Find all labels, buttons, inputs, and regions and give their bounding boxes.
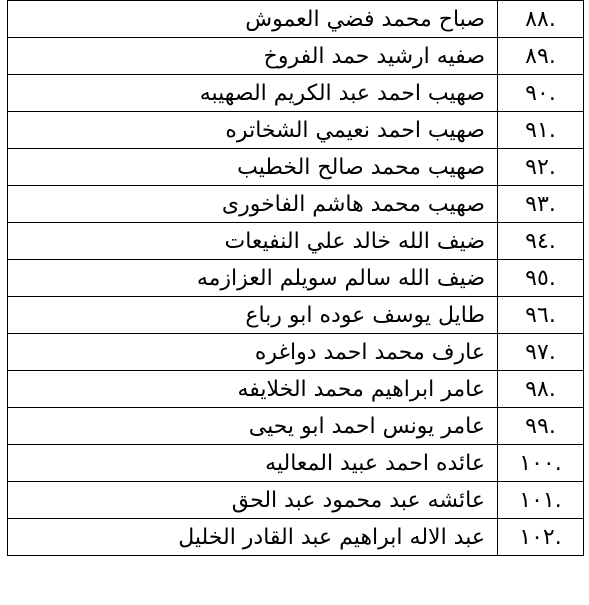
row-number-cell <box>498 371 584 408</box>
row-number: ٩٦. <box>525 302 556 328</box>
row-number-cell <box>498 297 584 334</box>
table-row <box>8 482 584 519</box>
table-row <box>8 75 584 112</box>
row-number-cell <box>498 186 584 223</box>
table-row <box>8 297 584 334</box>
table-row <box>8 371 584 408</box>
table-row <box>8 223 584 260</box>
rows-body <box>8 1 584 556</box>
row-number-cell <box>498 112 584 149</box>
row-name: طايل يوسف عوده ابو رباع <box>8 297 498 334</box>
names-table <box>7 0 584 556</box>
row-name: صهيب محمد صالح الخطيب <box>8 149 498 186</box>
table-row <box>8 334 584 371</box>
row-number-cell <box>498 519 584 556</box>
row-number-cell <box>498 445 584 482</box>
row-name: عارف محمد احمد دواغره <box>8 334 498 371</box>
row-number-cell <box>498 75 584 112</box>
row-number-cell <box>498 223 584 260</box>
row-number: ٩٤. <box>525 228 556 254</box>
table-row <box>8 445 584 482</box>
row-number: ٩٥. <box>525 265 556 291</box>
table-row <box>8 260 584 297</box>
table-row <box>8 186 584 223</box>
row-number-cell <box>498 260 584 297</box>
row-number: ٩٩. <box>525 413 556 439</box>
table-row <box>8 112 584 149</box>
row-number: ٩٠. <box>525 80 556 106</box>
row-number-cell <box>498 334 584 371</box>
row-number: ١٠١. <box>519 487 562 513</box>
table-row <box>8 408 584 445</box>
row-number: ٩٧. <box>525 339 556 365</box>
row-name: عبد الاله ابراهيم عبد القادر الخليل <box>8 519 498 556</box>
row-name: صفيه ارشيد حمد الفروخ <box>8 38 498 75</box>
row-number: ١٠٠. <box>519 450 562 476</box>
row-number: ٨٩. <box>525 43 556 69</box>
row-number: ٩٨. <box>525 376 556 402</box>
row-name: عامر يونس احمد ابو يحيى <box>8 408 498 445</box>
row-name: ضيف الله خالد علي النفيعات <box>8 223 498 260</box>
row-name: صهيب احمد عبد الكريم الصهيبه <box>8 75 498 112</box>
table-row <box>8 38 584 75</box>
row-name: عامر ابراهيم محمد الخلايفه <box>8 371 498 408</box>
row-number: ١٠٢. <box>519 524 562 550</box>
row-number: ٩٢. <box>525 154 556 180</box>
row-number-cell <box>498 38 584 75</box>
row-number-cell <box>498 149 584 186</box>
row-number: ٨٨. <box>525 6 556 32</box>
row-number-cell <box>498 482 584 519</box>
row-number: ٩٣. <box>525 191 556 217</box>
row-name: صهيب احمد نعيمي الشخاتره <box>8 112 498 149</box>
row-number-cell <box>498 408 584 445</box>
row-name: عائده احمد عبيد المعاليه <box>8 445 498 482</box>
table-row <box>8 1 584 38</box>
row-name: صباح محمد فضي العموش <box>8 1 498 38</box>
row-name: عائشه عبد محمود عبد الحق <box>8 482 498 519</box>
row-number-cell <box>498 1 584 38</box>
row-name: صهيب محمد هاشم الفاخورى <box>8 186 498 223</box>
table-row <box>8 149 584 186</box>
table-row <box>8 519 584 556</box>
row-name: ضيف الله سالم سويلم العزازمه <box>8 260 498 297</box>
row-number: ٩١. <box>525 117 556 143</box>
